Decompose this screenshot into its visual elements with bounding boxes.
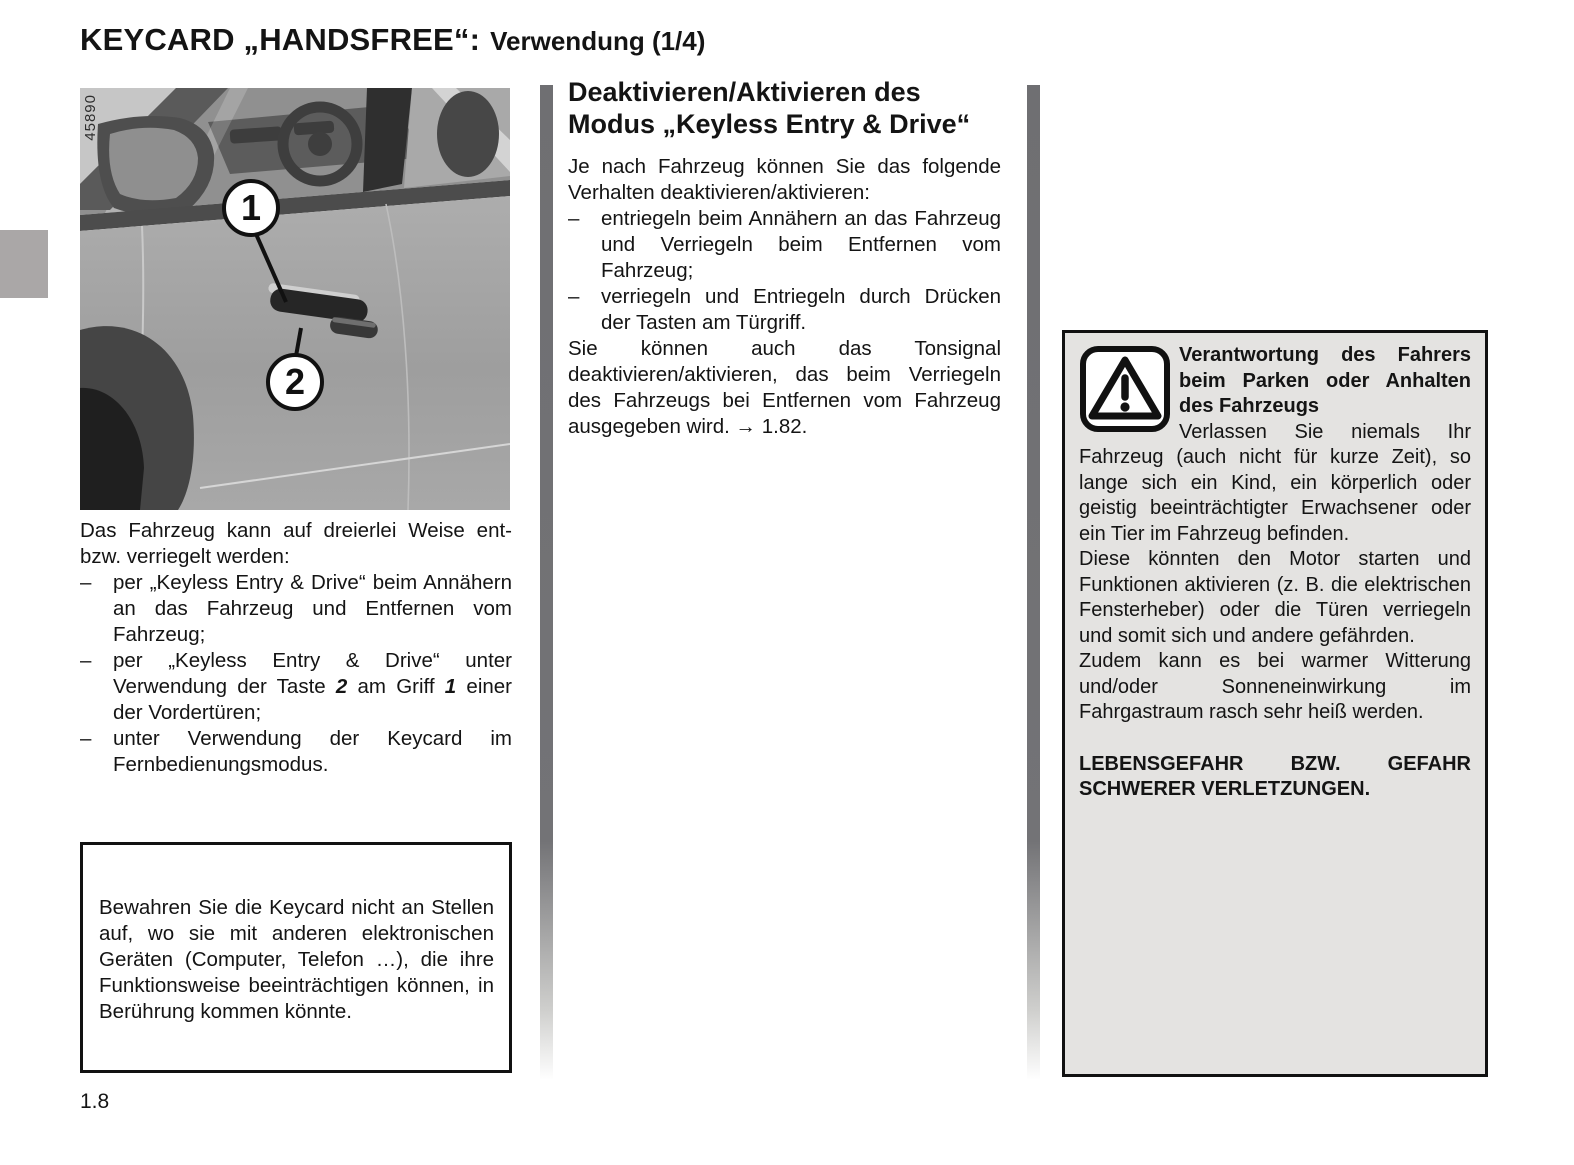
page-title-main: KEYCARD „HANDSFREE“:	[80, 22, 481, 57]
button-number: 2	[335, 675, 348, 698]
middle-closing: Sie können auch das Tonsignal deaktivieren/aktivieren, das beim Verriegeln des Fahrzeugs bei Entfernen vom Fahrzeug ausgegeben wird. → 1.82.	[568, 337, 1001, 438]
figure-reference-number: 45890	[82, 94, 99, 141]
section-edge-tab	[0, 230, 48, 298]
middle-intro: Je nach Fahrzeug können Sie das folgende Verhalten deaktivieren/aktivieren:	[568, 155, 1001, 204]
side-mirror	[97, 116, 214, 215]
warning-para-1: Verlassen Sie niemals Ihr Fahrzeug (auch nicht für kurze Zeit), so lange sich ein Kind, ein körperlich oder geistig beeinträchtigter Erwachsener oder ein Tier im Fahrzeug befinden.	[1079, 420, 1471, 545]
left-intro: Das Fahrzeug kann auf dreierlei Weise ent- bzw. verriegelt werden:	[80, 519, 512, 568]
warning-heading: Verantwortung des Fahrers beim Parken oder Anhalten des Fahrzeugs	[1179, 344, 1471, 417]
note-box	[80, 842, 512, 1073]
left-column	[80, 518, 512, 778]
left-bullet-3: – unter Verwendung der Keycard im Fernbedienungsmodus.	[80, 727, 512, 776]
warning-box	[1062, 330, 1488, 1077]
middle-bullet-1: – entriegeln beim Annähern an das Fahrzeug und Verriegeln beim Entfernen vom Fahrzeug;	[568, 207, 1001, 282]
page-title-sub: Verwendung (1/4)	[490, 26, 706, 56]
middle-column	[568, 76, 1001, 440]
section-heading: Deaktivieren/Aktivieren des Modus „Keyless Entry & Drive“	[568, 77, 971, 139]
column-separator-left	[540, 85, 553, 1080]
warning-triangle-icon	[1079, 345, 1171, 444]
warning-para-2: Diese könnten den Motor starten und Funktionen aktivieren (z. B. die elektrischen Fensterheber) oder die Türen verriegeln und somit sich und andere gefährden.	[1079, 548, 1471, 647]
middle-bullet-2: – verriegeln und Entriegeln durch Drücken der Tasten am Türgriff.	[568, 285, 1001, 334]
warning-para-3: Zudem kann es bei warmer Witterung und/oder Sonneneinwirkung im Fahrgastraum rasch sehr heiß werden.	[1079, 650, 1471, 723]
figure-door-handle	[80, 88, 510, 510]
handle-number: 1	[444, 675, 457, 698]
left-bullet-1: – per „Keyless Entry & Drive“ beim Annähern an das Fahrzeug und Entfernen vom Fahrzeug;	[80, 571, 512, 646]
callout-2-label: 2	[284, 361, 306, 402]
column-separator-right	[1027, 85, 1040, 1080]
warning-emphasis: LEBENSGEFAHR BZW. GEFAHR SCHWERER VERLETZUNGEN.	[1079, 752, 1471, 800]
page-title	[80, 22, 705, 58]
headrest	[437, 91, 499, 177]
left-bullet-2: – per „Keyless Entry & Drive“ unter Verwendung der Taste 2 am Griff 1 einer der Vordertüren;	[80, 649, 513, 724]
callout-1-label: 1	[240, 187, 262, 228]
cross-reference: 1.82.	[761, 415, 808, 438]
note-box-text: Bewahren Sie die Keycard nicht an Stellen auf, wo sie mit anderen elektronischen Geräten (Computer, Telefon …), die ihre Funktionsweise beeinträchtigen können, in Berührung kommen könnte.	[99, 896, 494, 1023]
page-number: 1.8	[80, 1090, 110, 1113]
reference-arrow-icon: →	[735, 415, 757, 438]
car-door-illustration	[80, 88, 510, 510]
